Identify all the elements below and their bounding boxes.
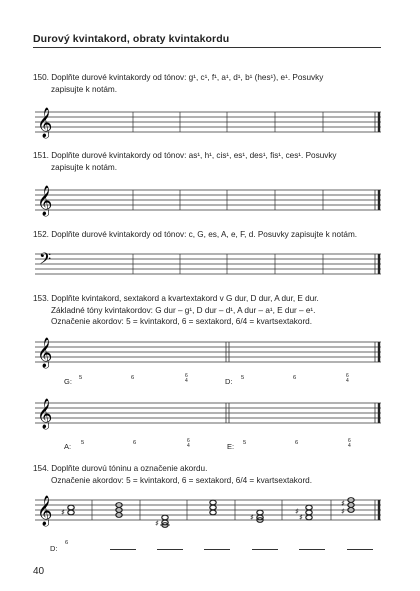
chord-mark-6: 6 bbox=[295, 440, 299, 446]
chord-mark-5: 5 bbox=[241, 375, 245, 381]
staff-152 bbox=[35, 250, 381, 274]
task-number: 151. bbox=[33, 151, 49, 160]
chord-mark-5: 5 bbox=[243, 440, 247, 446]
chord-4 bbox=[210, 500, 216, 515]
chord-mark-5: 5 bbox=[79, 375, 83, 381]
svg-text:♯: ♯ bbox=[299, 513, 303, 522]
treble-clef-icon: 𝄞 bbox=[37, 186, 53, 216]
task-line: Označenie akordov: 5 = kvintakord, 6 = sextakord, 6/4 = kvartsextakord. bbox=[51, 475, 313, 485]
svg-text:♯: ♯ bbox=[61, 508, 65, 517]
staff-151 bbox=[35, 185, 381, 217]
svg-text:♯: ♯ bbox=[341, 499, 345, 508]
chord-mark-64 bbox=[348, 439, 351, 449]
chord-mark-6: 6 bbox=[65, 540, 69, 546]
treble-clef-icon: 𝄞 bbox=[37, 399, 53, 429]
key-label: G: bbox=[64, 377, 72, 386]
task-line: Základné tóny kvintakordov: G dur – g¹, D dur – d¹, A dur – a¹, E dur – e¹. bbox=[51, 305, 316, 315]
task-number: 150. bbox=[33, 73, 49, 82]
key-label: E: bbox=[227, 442, 235, 451]
task-number: 152. bbox=[33, 230, 49, 239]
treble-clef-icon: 𝄞 bbox=[37, 338, 53, 368]
chord-mark-5: 5 bbox=[81, 440, 85, 446]
task-line: Doplňte durovú tóninu a označenie akordu. bbox=[51, 464, 208, 473]
frac-top: 6 bbox=[187, 438, 190, 444]
bass-clef-icon: 𝄢 bbox=[39, 250, 52, 272]
frac-top: 6 bbox=[348, 438, 351, 444]
frac-bottom: 4 bbox=[187, 443, 190, 449]
chord-mark-64 bbox=[187, 439, 190, 449]
answer-blank[interactable] bbox=[157, 549, 183, 550]
chord-mark-6: 6 bbox=[133, 440, 137, 446]
chord-3 bbox=[155, 515, 170, 528]
page-title: Durový kvintakord, obraty kvintakordu bbox=[33, 33, 230, 45]
frac-top: 6 bbox=[185, 373, 188, 379]
frac-bottom: 4 bbox=[346, 378, 349, 384]
answer-blank[interactable] bbox=[299, 549, 325, 550]
answer-blank[interactable] bbox=[347, 549, 373, 550]
treble-clef-icon: 𝄞 bbox=[37, 108, 53, 138]
key-label: A: bbox=[64, 442, 72, 451]
task-number: 153. bbox=[33, 294, 49, 303]
task-line: Doplňte durové kvintakordy od tónov: g¹, c¹, f¹, a¹, d¹, b¹ (hes¹), e¹. Posuvky bbox=[51, 73, 324, 82]
task-line: Doplňte durové kvintakordy od tónov: c, G, es, A, e, F, d. Posuvky zapisujte k notám. bbox=[51, 230, 358, 239]
task-line: zapisujte k notám. bbox=[51, 84, 117, 94]
key-label: D: bbox=[225, 377, 233, 386]
staff-153-b bbox=[35, 398, 381, 430]
staff-150 bbox=[35, 107, 381, 139]
task-line: Doplňte kvintakord, sextakord a kvartextakord v G dur, D dur, A dur, E dur. bbox=[51, 294, 319, 303]
task-line: zapisujte k notám. bbox=[51, 162, 117, 172]
svg-text:♯: ♯ bbox=[250, 513, 254, 522]
svg-text:♯: ♯ bbox=[341, 507, 345, 516]
chord-7 bbox=[341, 498, 354, 516]
treble-clef-icon: 𝄞 bbox=[37, 496, 53, 526]
chord-mark-6: 6 bbox=[293, 375, 297, 381]
frac-top: 6 bbox=[346, 373, 349, 379]
chord-5 bbox=[250, 510, 263, 522]
staff-153-a bbox=[35, 337, 381, 369]
chord-mark-64 bbox=[346, 374, 349, 384]
task-line: Doplňte durové kvintakordy od tónov: as¹, h¹, cis¹, es¹, des¹, fis¹, ces¹. Posuvky bbox=[51, 151, 337, 160]
chord-mark-64 bbox=[185, 374, 188, 384]
task-number: 154. bbox=[33, 464, 49, 473]
staff-154 bbox=[35, 495, 381, 528]
svg-text:♯: ♯ bbox=[155, 519, 159, 528]
frac-bottom: 4 bbox=[185, 378, 188, 384]
frac-bottom: 4 bbox=[348, 443, 351, 449]
chord-6 bbox=[295, 505, 312, 522]
chord-mark-6: 6 bbox=[131, 375, 135, 381]
task-line: Označenie akordov: 5 = kvintakord, 6 = sextakord, 6/4 = kvartsextakord. bbox=[51, 317, 313, 326]
svg-text:♯: ♯ bbox=[295, 507, 299, 516]
answer-blank[interactable] bbox=[204, 549, 230, 550]
answer-blank[interactable] bbox=[252, 549, 278, 550]
page-number: 40 bbox=[33, 566, 45, 577]
key-label: D: bbox=[50, 544, 58, 553]
answer-blank[interactable] bbox=[110, 549, 136, 550]
